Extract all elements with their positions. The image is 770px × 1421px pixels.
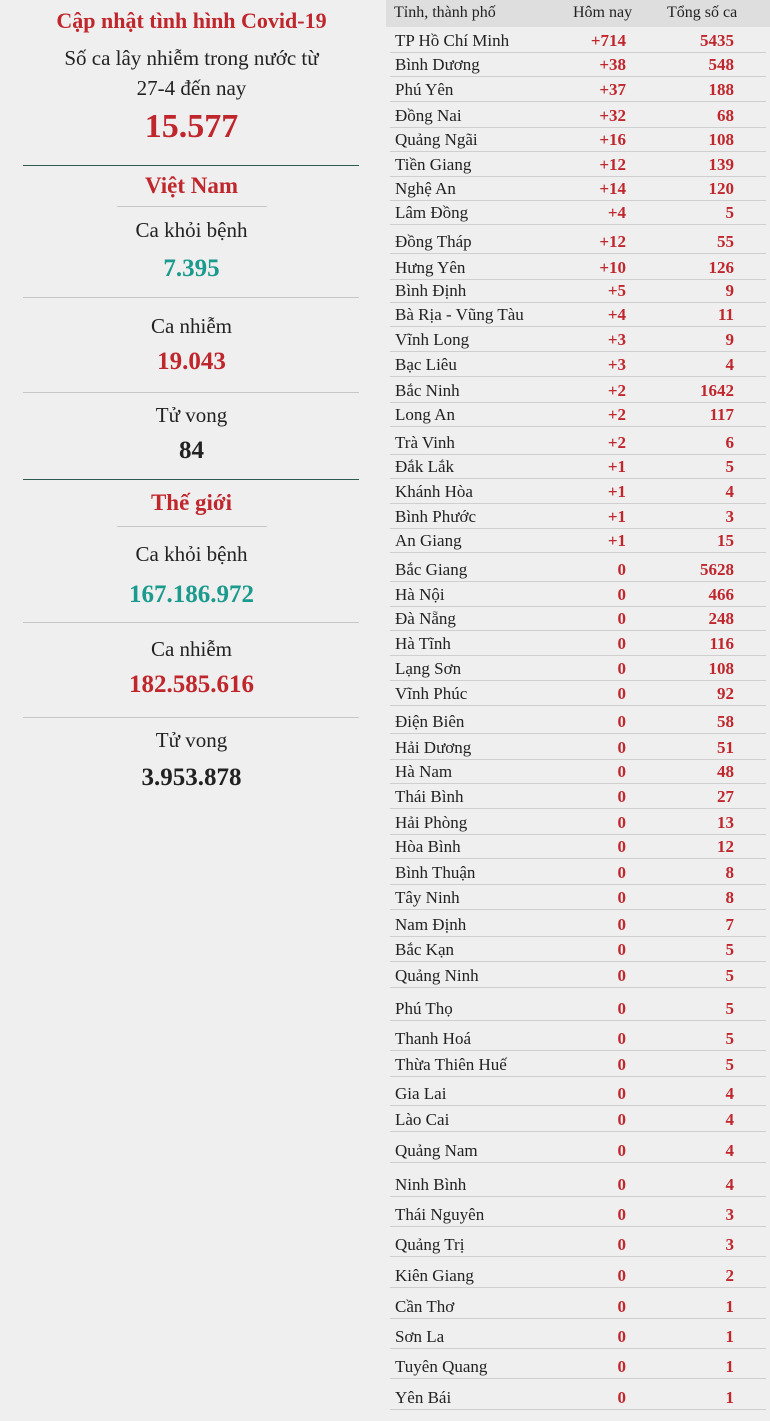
row-divider (390, 834, 766, 835)
row-divider (390, 200, 766, 201)
row-divider (390, 705, 766, 706)
domestic-total: 15.577 (144, 108, 239, 145)
total-cases: 5 (725, 966, 734, 985)
divider (23, 717, 359, 718)
today-cases: 0 (617, 738, 626, 757)
today-cases: 0 (617, 712, 626, 731)
today-cases: 0 (617, 1084, 626, 1103)
province-name: Đồng Tháp (395, 232, 472, 251)
province-name: Bình Dương (395, 55, 480, 74)
province-name: Đồng Nai (395, 106, 462, 125)
vietnam-cases-label: Ca nhiễm (150, 314, 233, 338)
table-row (386, 1029, 770, 1051)
today-cases: 0 (617, 1175, 626, 1194)
total-cases: 5 (725, 203, 734, 222)
province-table (386, 0, 770, 1421)
today-cases: +10 (599, 258, 626, 277)
total-cases: 108 (708, 130, 734, 149)
row-divider (390, 987, 766, 988)
province-name: Ninh Bình (395, 1175, 467, 1194)
today-cases: +12 (599, 155, 626, 174)
divider (117, 526, 267, 527)
page-title: Cập nhật tình hình Covid-19 (56, 8, 327, 33)
province-name: Quảng Trị (395, 1235, 465, 1254)
total-cases: 1 (725, 1357, 734, 1376)
today-cases: +1 (607, 531, 626, 550)
table-row (386, 55, 770, 77)
province-name: Bà Rịa - Vũng Tàu (395, 305, 524, 324)
province-name: Nghệ An (395, 179, 456, 198)
summary-panel (0, 0, 383, 1421)
table-row (386, 457, 770, 479)
table-row (386, 738, 770, 760)
today-cases: 0 (617, 1055, 626, 1074)
total-cases: 126 (708, 258, 734, 277)
world-heading: Thế giới (150, 490, 233, 515)
total-cases: 9 (725, 281, 734, 300)
today-cases: +4 (607, 305, 626, 324)
province-name: Bình Thuận (395, 863, 476, 882)
row-divider (390, 1196, 766, 1197)
table-row (386, 258, 770, 280)
total-cases: 5 (725, 1029, 734, 1048)
row-divider (390, 127, 766, 128)
today-cases: +3 (607, 330, 626, 349)
table-row (386, 940, 770, 962)
today-cases: +12 (599, 232, 626, 251)
table-row (386, 966, 770, 988)
province-name: Lạng Sơn (395, 659, 462, 678)
total-cases: 5 (725, 457, 734, 476)
table-row (386, 1141, 770, 1163)
row-divider (390, 1318, 766, 1319)
row-divider (390, 253, 766, 254)
row-divider (390, 1378, 766, 1379)
table-row (386, 684, 770, 706)
province-name: Lào Cai (395, 1110, 450, 1129)
province-name: Quảng Ngãi (395, 130, 478, 149)
today-cases: 0 (617, 1235, 626, 1254)
total-cases: 58 (717, 712, 734, 731)
row-divider (390, 503, 766, 504)
row-divider (390, 1131, 766, 1132)
province-name: An Giang (395, 531, 462, 550)
row-divider (390, 1105, 766, 1106)
row-divider (390, 1226, 766, 1227)
table-row (386, 1297, 770, 1319)
row-divider (390, 909, 766, 910)
table-row (386, 609, 770, 631)
today-cases: 0 (617, 634, 626, 653)
today-cases: 0 (617, 659, 626, 678)
province-name: Trà Vinh (395, 433, 455, 452)
province-name: Cần Thơ (395, 1297, 455, 1316)
table-row (386, 585, 770, 607)
today-cases: 0 (617, 888, 626, 907)
vietnam-deaths-value: 84 (179, 437, 204, 464)
table-row (386, 999, 770, 1021)
table-row (386, 482, 770, 504)
total-cases: 5 (725, 999, 734, 1018)
row-divider (390, 680, 766, 681)
total-cases: 2 (725, 1266, 734, 1285)
row-divider (390, 454, 766, 455)
row-divider (390, 302, 766, 303)
table-row (386, 1327, 770, 1349)
total-cases: 120 (708, 179, 734, 198)
total-cases: 3 (725, 507, 734, 526)
total-cases: 1 (725, 1297, 734, 1316)
province-name: Tây Ninh (395, 888, 460, 907)
row-divider (390, 426, 766, 427)
province-name: Thái Nguyên (395, 1205, 485, 1224)
table-row (386, 1235, 770, 1257)
total-cases: 12 (717, 837, 734, 856)
today-cases: +2 (607, 433, 626, 452)
row-divider (390, 1162, 766, 1163)
table-row (386, 813, 770, 835)
table-row (386, 1084, 770, 1106)
today-cases: 0 (617, 1029, 626, 1048)
divider (23, 622, 359, 623)
province-name: Quảng Nam (395, 1141, 478, 1160)
row-divider (390, 759, 766, 760)
subtitle-line-1: Số ca lây nhiễm trong nước từ (64, 46, 319, 70)
vietnam-recovered-label: Ca khỏi bệnh (135, 218, 248, 242)
total-cases: 139 (708, 155, 734, 174)
province-name: Điện Biên (395, 712, 465, 731)
today-cases: 0 (617, 1205, 626, 1224)
table-row (386, 659, 770, 681)
total-cases: 5628 (700, 560, 734, 579)
total-cases: 466 (708, 585, 734, 604)
today-cases: 0 (617, 940, 626, 959)
table-row (386, 507, 770, 529)
today-cases: 0 (617, 813, 626, 832)
row-divider (390, 884, 766, 885)
world-recovered-label: Ca khỏi bệnh (135, 542, 248, 566)
row-divider (390, 478, 766, 479)
province-name: Thừa Thiên Huế (395, 1055, 507, 1074)
total-cases: 5 (725, 1055, 734, 1074)
row-divider (390, 1020, 766, 1021)
row-divider (390, 1050, 766, 1051)
table-row (386, 330, 770, 352)
divider (23, 392, 359, 393)
total-cases: 6 (725, 433, 734, 452)
today-cases: 0 (617, 1357, 626, 1376)
total-cases: 55 (717, 232, 734, 251)
total-cases: 8 (725, 888, 734, 907)
total-cases: 4 (725, 1141, 734, 1160)
total-cases: 51 (717, 738, 734, 757)
table-row (386, 106, 770, 128)
province-name: Hải Dương (395, 738, 472, 757)
total-cases: 27 (717, 787, 734, 806)
row-divider (390, 279, 766, 280)
vietnam-deaths-label: Tử vong (155, 403, 228, 427)
today-cases: +3 (607, 355, 626, 374)
row-divider (390, 76, 766, 77)
vietnam-cases-value: 19.043 (157, 348, 226, 375)
table-row (386, 433, 770, 455)
province-name: Hưng Yên (395, 258, 466, 277)
total-cases: 9 (725, 330, 734, 349)
row-divider (390, 101, 766, 102)
row-divider (390, 326, 766, 327)
total-cases: 8 (725, 863, 734, 882)
world-deaths-value: 3.953.878 (141, 764, 242, 791)
table-row (386, 381, 770, 403)
province-name: Hà Nam (395, 762, 453, 781)
table-row (386, 888, 770, 910)
total-cases: 3 (725, 1205, 734, 1224)
row-divider (390, 351, 766, 352)
province-name: Tuyên Quang (395, 1357, 488, 1376)
table-row (386, 531, 770, 553)
row-divider (390, 1348, 766, 1349)
table-row (386, 405, 770, 427)
province-name: Quảng Ninh (395, 966, 479, 985)
province-name: Yên Bái (395, 1388, 452, 1407)
province-name: Hòa Bình (395, 837, 461, 856)
province-name: Sơn La (395, 1327, 445, 1346)
total-cases: 11 (717, 305, 734, 324)
table-row (386, 1357, 770, 1379)
row-divider (390, 402, 766, 403)
row-divider (390, 655, 766, 656)
divider (23, 297, 359, 298)
divider (117, 206, 267, 207)
total-cases: 92 (717, 684, 734, 703)
table-row (386, 203, 770, 225)
total-cases: 5 (725, 940, 734, 959)
row-divider (390, 528, 766, 529)
world-cases-label: Ca nhiễm (150, 637, 233, 661)
vietnam-heading: Việt Nam (144, 173, 239, 198)
today-cases: 0 (617, 1388, 626, 1407)
total-cases: 108 (708, 659, 734, 678)
table-row (386, 31, 770, 53)
table-header (386, 0, 770, 27)
divider (23, 165, 359, 166)
today-cases: 0 (617, 837, 626, 856)
row-divider (390, 606, 766, 607)
table-row (386, 915, 770, 937)
table-row (386, 1175, 770, 1197)
today-cases: 0 (617, 1266, 626, 1285)
row-divider (390, 176, 766, 177)
today-cases: +5 (607, 281, 626, 300)
table-row (386, 837, 770, 859)
province-name: Nam Định (395, 915, 467, 934)
province-name: Bình Phước (395, 507, 477, 526)
province-name: Hải Phòng (395, 813, 468, 832)
table-row (386, 1388, 770, 1410)
row-divider (390, 733, 766, 734)
today-cases: +37 (599, 80, 626, 99)
today-cases: 0 (617, 1327, 626, 1346)
header-today: Hôm nay (573, 4, 633, 21)
province-name: Bạc Liêu (395, 355, 457, 374)
today-cases: 0 (617, 1141, 626, 1160)
total-cases: 4 (725, 482, 734, 501)
row-divider (390, 630, 766, 631)
table-row (386, 1110, 770, 1132)
table-row (386, 1055, 770, 1077)
today-cases: 0 (617, 915, 626, 934)
table-row (386, 762, 770, 784)
province-name: Bình Định (395, 281, 467, 300)
total-cases: 13 (717, 813, 734, 832)
today-cases: +2 (607, 405, 626, 424)
total-cases: 1 (725, 1327, 734, 1346)
total-cases: 48 (717, 762, 734, 781)
table-row (386, 80, 770, 102)
today-cases: +2 (607, 381, 626, 400)
world-cases-value: 182.585.616 (129, 671, 254, 698)
today-cases: 0 (617, 684, 626, 703)
total-cases: 1 (725, 1388, 734, 1407)
today-cases: 0 (617, 999, 626, 1018)
province-name: Thanh Hoá (395, 1029, 472, 1048)
table-row (386, 1266, 770, 1288)
table-row (386, 787, 770, 809)
row-divider (390, 936, 766, 937)
row-divider (390, 581, 766, 582)
province-name: Long An (395, 405, 455, 424)
total-cases: 7 (725, 915, 734, 934)
table-row (386, 130, 770, 152)
today-cases: +14 (599, 179, 626, 198)
table-row (386, 712, 770, 734)
world-recovered-value: 167.186.972 (129, 581, 254, 608)
province-name: Đà Nẵng (395, 609, 456, 628)
row-divider (390, 858, 766, 859)
table-row (386, 863, 770, 885)
today-cases: 0 (617, 585, 626, 604)
today-cases: 0 (617, 1110, 626, 1129)
subtitle-line-2: 27-4 đến nay (136, 76, 247, 100)
row-divider (390, 552, 766, 553)
province-name: TP Hồ Chí Minh (395, 31, 510, 50)
row-divider (390, 1287, 766, 1288)
province-name: Vĩnh Long (395, 330, 470, 349)
total-cases: 4 (725, 1175, 734, 1194)
province-name: Bắc Ninh (395, 381, 460, 400)
province-name: Lâm Đồng (395, 203, 469, 222)
row-divider (390, 151, 766, 152)
today-cases: +1 (607, 457, 626, 476)
province-name: Bắc Giang (395, 560, 468, 579)
province-name: Vĩnh Phúc (395, 684, 468, 703)
today-cases: 0 (617, 1297, 626, 1316)
row-divider (390, 1256, 766, 1257)
table-row (386, 179, 770, 201)
table-row (386, 232, 770, 254)
total-cases: 548 (708, 55, 734, 74)
today-cases: +32 (599, 106, 626, 125)
table-row (386, 281, 770, 303)
row-divider (390, 52, 766, 53)
row-divider (390, 224, 766, 225)
total-cases: 116 (709, 634, 734, 653)
total-cases: 1642 (700, 381, 734, 400)
row-divider (390, 1076, 766, 1077)
total-cases: 188 (708, 80, 734, 99)
divider (23, 479, 359, 480)
total-cases: 4 (725, 355, 734, 374)
province-name: Kiên Giang (395, 1266, 474, 1285)
header-total: Tổng số ca (667, 4, 738, 21)
today-cases: 0 (617, 966, 626, 985)
today-cases: 0 (617, 609, 626, 628)
today-cases: +38 (599, 55, 626, 74)
today-cases: 0 (617, 762, 626, 781)
total-cases: 4 (725, 1110, 734, 1129)
total-cases: 3 (725, 1235, 734, 1254)
table-row (386, 155, 770, 177)
total-cases: 15 (717, 531, 734, 550)
province-name: Phú Thọ (395, 999, 453, 1018)
row-divider (390, 961, 766, 962)
world-deaths-label: Tử vong (155, 728, 228, 752)
today-cases: +714 (590, 31, 626, 50)
province-name: Phú Yên (395, 80, 454, 99)
today-cases: +4 (607, 203, 626, 222)
today-cases: 0 (617, 863, 626, 882)
row-divider (390, 808, 766, 809)
row-divider (390, 376, 766, 377)
row-divider (390, 783, 766, 784)
today-cases: +1 (607, 482, 626, 501)
today-cases: +1 (607, 507, 626, 526)
today-cases: 0 (617, 560, 626, 579)
total-cases: 5435 (700, 31, 734, 50)
table-row (386, 1205, 770, 1227)
table-row (386, 560, 770, 582)
header-province: Tỉnh, thành phố (394, 4, 496, 21)
table-row (386, 355, 770, 377)
province-name: Hà Nội (395, 585, 445, 604)
today-cases: 0 (617, 787, 626, 806)
table-row (386, 634, 770, 656)
province-name: Thái Bình (395, 787, 464, 806)
province-name: Đắk Lắk (395, 457, 455, 476)
province-name: Hà Tĩnh (395, 634, 451, 653)
province-name: Tiền Giang (395, 155, 472, 174)
today-cases: +16 (599, 130, 626, 149)
province-name: Bắc Kạn (395, 940, 455, 959)
table-row (386, 305, 770, 327)
province-name: Gia Lai (395, 1084, 447, 1103)
total-cases: 117 (709, 405, 734, 424)
vietnam-recovered-value: 7.395 (163, 255, 220, 282)
row-divider (390, 1409, 766, 1410)
total-cases: 68 (717, 106, 734, 125)
province-name: Khánh Hòa (395, 482, 473, 501)
total-cases: 248 (708, 609, 734, 628)
total-cases: 4 (725, 1084, 734, 1103)
